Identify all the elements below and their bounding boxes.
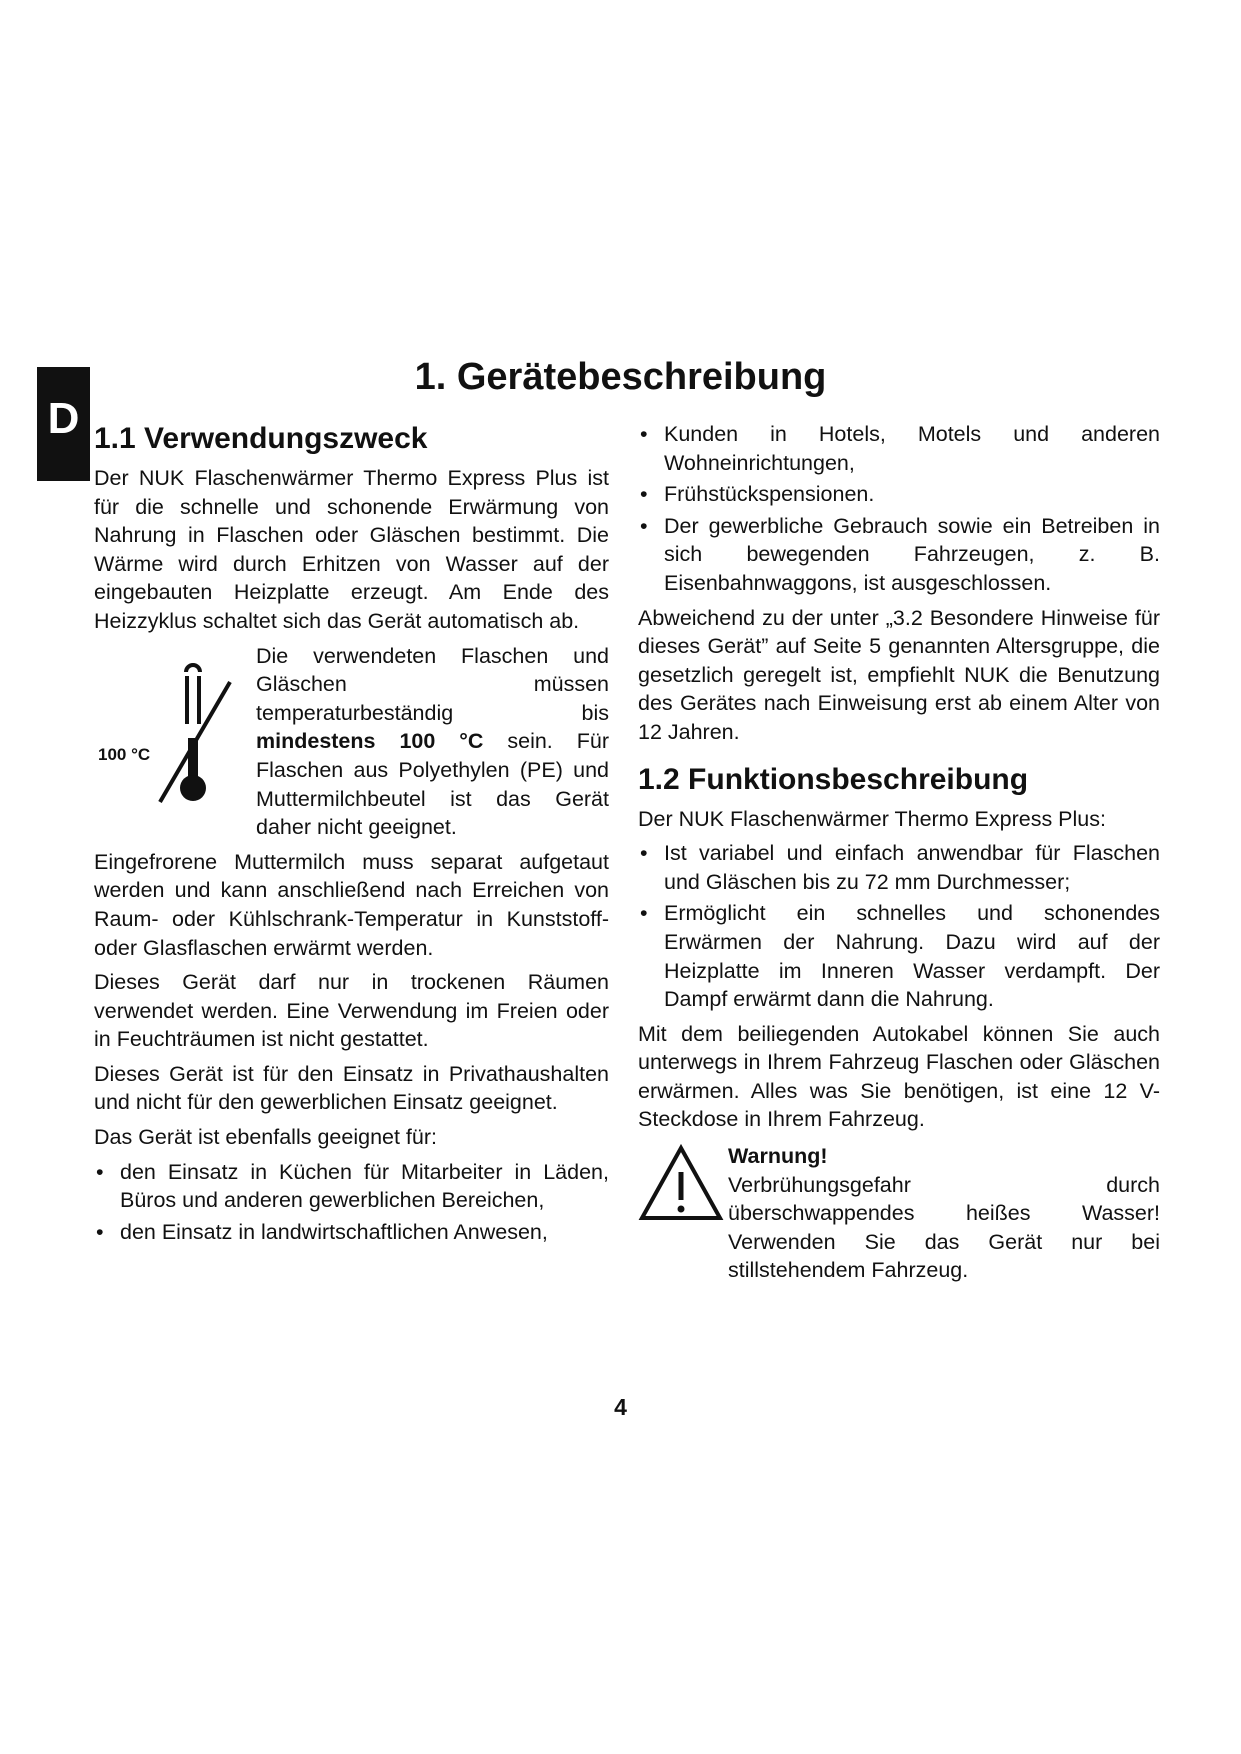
temperature-label: 100 °C xyxy=(98,744,151,764)
list-item: • Kunden in Hotels, Motels und anderen Wohneinrichtungen, xyxy=(638,420,1160,477)
warning-content xyxy=(728,1142,1160,1285)
page-title: 1. Gerätebeschreibung xyxy=(414,356,827,398)
function-intro: Der NUK Flaschenwärmer Thermo Express Plus: xyxy=(638,806,1106,831)
suitable-list-right xyxy=(638,420,1160,598)
function-list xyxy=(638,839,1160,1014)
dry-rooms-paragraph: Dieses Gerät darf nur in trockenen Räumen verwendet werden. Eine Verwendung im Freien oder in Feuchträumen ist nicht gestattet. xyxy=(94,970,609,1052)
warning-icon xyxy=(638,1142,728,1232)
warning-box xyxy=(638,1142,1160,1285)
temperature-note xyxy=(94,642,609,842)
left-column xyxy=(94,420,609,1252)
age-paragraph: Abweichend zu der unter „3.2 Besondere Hinweise für dieses Gerät” auf Seite 5 genannten Altersgruppe, die gesetzlich geregelt ist, empfiehlt NUK die Benutzung des Gerätes nach Einweisung erst ab einem Alter von 12 Jahren. xyxy=(638,605,1160,744)
temperature-resistance-icon xyxy=(94,642,256,822)
temperature-text: Die verwendeten Flaschen und Gläschen müssen temperaturbeständig bis mindestens 100 °C sein. Für Flaschen aus Polyethylen (PE) und Muttermilchbeutel ist das Gerät daher nicht geeignet. xyxy=(256,643,609,840)
frozen-milk-paragraph: Eingefrorene Muttermilch muss separat aufgetaut werden und kann anschließend nach Erreichen von Raum- oder Kühlschrank-Temperatur in Kunststoff- oder Glasflaschen erwärmt werden. xyxy=(94,849,609,960)
section-heading-funktionsbeschreibung: 1.2 Funktionsbeschreibung xyxy=(638,762,1029,796)
list-item: • Der gewerbliche Gebrauch sowie ein Betreiben in sich bewegenden Fahrzeugen, z. B. Eisenbahnwaggons, ist ausgeschlossen. xyxy=(638,512,1160,598)
right-column xyxy=(638,420,1160,1285)
list-item: • den Einsatz in Küchen für Mitarbeiter in Läden, Büros und anderen gewerblichen Bereichen, xyxy=(94,1158,609,1215)
list-item: • Frühstückspensionen. xyxy=(638,480,1160,509)
private-use-paragraph: Dieses Gerät ist für den Einsatz in Privathaushalten und nicht für den gewerblichen Einsatz geeignet. xyxy=(94,1061,609,1115)
car-cable-paragraph: Mit dem beiliegenden Autokabel können Sie auch unterwegs in Ihrem Fahrzeug Flaschen oder Gläschen erwärmen. Alles was Sie benötigen, ist eine 12 V-Steckdose in Ihrem Fahrzeug. xyxy=(638,1021,1160,1132)
list-item: • Ermöglicht ein schnelles und schonendes Erwärmen der Nahrung. Dazu wird auf der Heizplatte im Inneren Wasser verdampft. Der Dampf erwärmt dann die Nahrung. xyxy=(638,899,1160,1013)
suitable-list-left xyxy=(94,1158,609,1247)
language-tab: D xyxy=(37,367,90,481)
also-suitable-paragraph: Das Gerät ist ebenfalls geeignet für: xyxy=(94,1125,437,1150)
list-item: • den Einsatz in landwirtschaftlichen Anwesen, xyxy=(94,1218,609,1247)
temperature-emphasis: mindestens 100 °C xyxy=(256,729,484,754)
warning-text: Verbrühungsgefahr durch überschwappendes heißes Wasser! Verwenden Sie das Gerät nur bei stillstehendem Fahrzeug. xyxy=(728,1172,1160,1283)
page-number: 4 xyxy=(614,1394,627,1420)
list-item: • Ist variabel und einfach anwendbar für Flaschen und Gläschen bis zu 72 mm Durchmesser; xyxy=(638,839,1160,896)
warning-title: Warnung! xyxy=(728,1144,828,1169)
section-heading-verwendungszweck: 1.1 Verwendungszweck xyxy=(94,422,428,455)
intro-paragraph: Der NUK Flaschenwärmer Thermo Express Plus ist für die schnelle und schonende Erwärmung von Nahrung in Flaschen oder Gläschen bestimmt. Die Wärme wird durch Erhitzen von Wasser auf der eingebauten Heizplatte erzeugt. Am Ende des Heizzyklus schaltet sich das Gerät automatisch ab. xyxy=(94,466,609,633)
